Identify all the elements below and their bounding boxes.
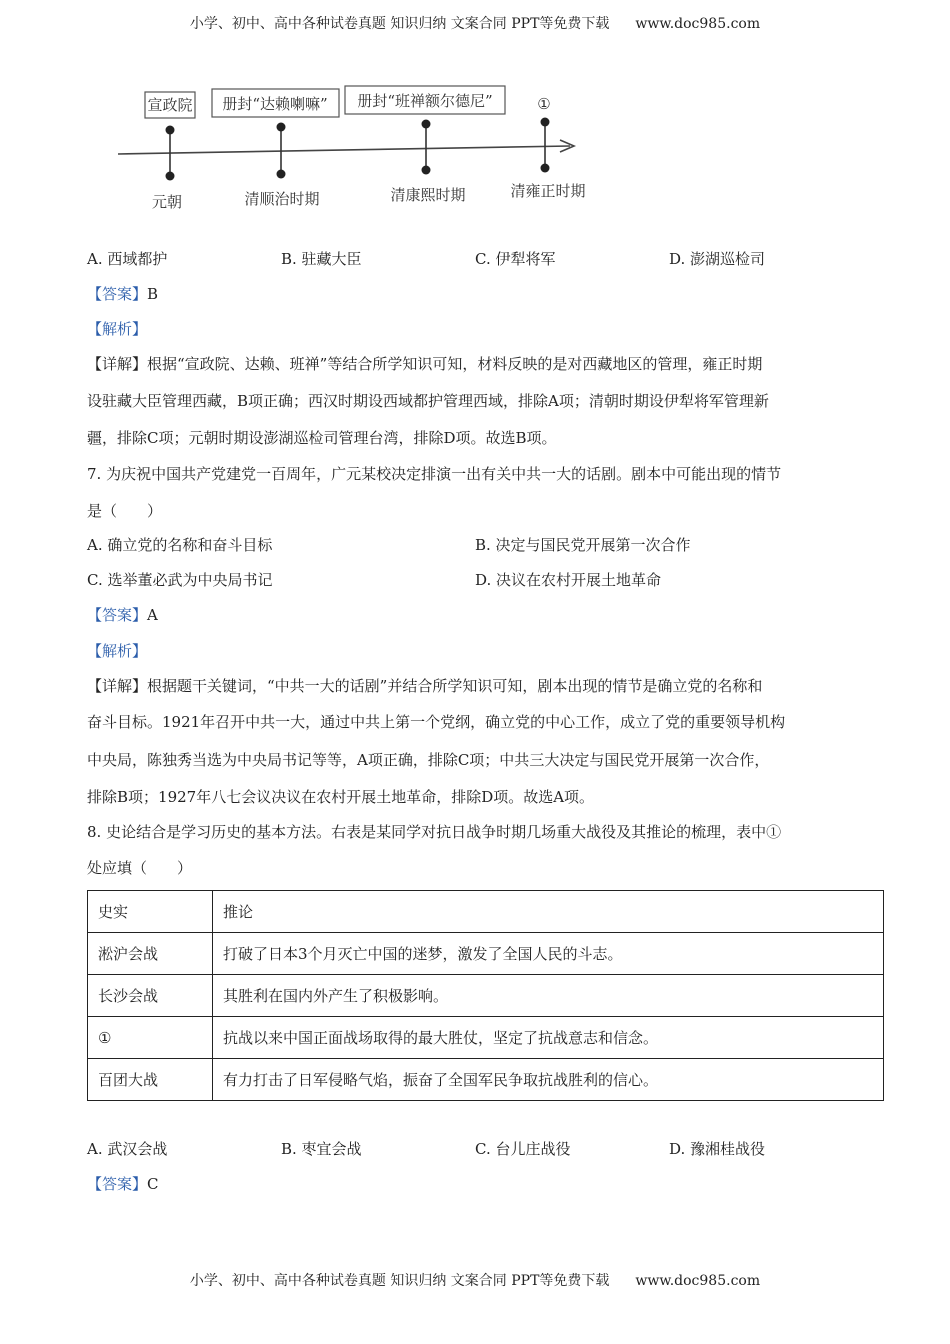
header-url[interactable]: www.doc985.com <box>635 16 761 32</box>
q7-detail-line-4: 排除B项；1927年八七会议决议在农村开展土地革命，排除D项。故选A项。 <box>87 788 595 806</box>
q6-answer <box>87 284 158 304</box>
q7-answer-value: A <box>147 606 158 624</box>
timeline-axis <box>118 146 570 154</box>
q7-stem-line-1: 7. 为庆祝中国共产党建党一百周年，广元某校决定排演一出有关中共一大的话剧。剧本中可能出现的情节 <box>87 465 782 483</box>
table-header-cell: 史实 <box>88 891 213 933</box>
q8-option-b: B. 枣宜会战 <box>281 1140 362 1158</box>
table-header-cell: 推论 <box>213 891 884 933</box>
timeline-era-2: 清顺治时期 <box>244 190 320 208</box>
timeline-era-1: 元朝 <box>151 193 183 211</box>
table-cell: 有力打击了日军侵略气焰，振奋了全国军民争取抗战胜利的信心。 <box>213 1059 884 1101</box>
table-cell: 淞沪会战 <box>88 933 213 975</box>
table-row <box>88 1059 884 1101</box>
page-header <box>0 13 950 33</box>
q6-detail-line-2: 设驻藏大臣管理西藏，B项正确；西汉时期设西域都护管理西域，排除A项；清朝时期设伊犁将军管理新 <box>87 392 769 410</box>
q8-option-d: D. 豫湘桂战役 <box>669 1140 766 1158</box>
header-text: 小学、初中、高中各种试卷真题 知识归纳 文案合同 PPT等免费下载 <box>189 16 610 32</box>
q8-answer-tag: 【答案】 <box>87 1175 148 1193</box>
table-cell: 其胜利在国内外产生了积极影响。 <box>213 975 884 1017</box>
q7-option-a: A. 确立党的名称和奋斗目标 <box>87 536 273 554</box>
timeline-box-label-4: ① <box>537 95 551 113</box>
q8-option-c: C. 台儿庄战役 <box>475 1140 571 1158</box>
q7-option-d: D. 决议在农村开展土地革命 <box>475 571 662 589</box>
q8-stem-line-2: 处应填（ ） <box>87 859 193 877</box>
q7-detail-line-1 <box>87 676 762 696</box>
q6-analysis-tag: 【解析】 <box>87 320 148 338</box>
q7-answer <box>87 605 158 625</box>
timeline-era-3: 清康熙时期 <box>390 186 466 204</box>
timeline-dot-4b <box>541 164 550 173</box>
timeline-dot-4a <box>541 118 550 127</box>
table-header-row <box>88 891 884 933</box>
q7-option-c: C. 选举董必武为中央局书记 <box>87 571 273 589</box>
q7-detail-text-1: 根据题干关键词，“中共一大的话剧”并结合所学知识可知，剧本出现的情节是确立党的名称和 <box>147 677 763 695</box>
footer-url[interactable]: www.doc985.com <box>635 1273 761 1289</box>
table-cell: ① <box>88 1017 213 1059</box>
table-cell: 抗战以来中国正面战场取得的最大胜仗，坚定了抗战意志和信念。 <box>213 1017 884 1059</box>
timeline-dot-2a <box>277 123 286 132</box>
table-row <box>88 933 884 975</box>
q7-detail-tag: 【详解】 <box>87 677 148 695</box>
q7-detail-line-2: 奋斗目标。1921年召开中共一大，通过中共上第一个党纲，确立党的中心工作，成立了党的重要领导机构 <box>87 713 786 731</box>
table-cell: 打破了日本3个月灭亡中国的迷梦，激发了全国人民的斗志。 <box>213 933 884 975</box>
table-row <box>88 975 884 1017</box>
q8-table <box>87 890 884 1101</box>
timeline-dot-3b <box>422 166 431 175</box>
q6-detail-text-1: 根据“宣政院、达赖、班禅”等结合所学知识可知，材料反映的是对西藏地区的管理，雍正时期 <box>147 355 763 373</box>
q6-answer-tag: 【答案】 <box>87 285 148 303</box>
q7-answer-tag: 【答案】 <box>87 606 148 624</box>
q6-detail-tag: 【详解】 <box>87 355 148 373</box>
page-footer <box>0 1270 950 1290</box>
q7-analysis-tag: 【解析】 <box>87 642 148 660</box>
q7-detail-line-3: 中央局，陈独秀当选为中央局书记等等，A项正确，排除C项；中共三大决定与国民党开展第一次合作， <box>87 751 770 769</box>
timeline-dot-3a <box>422 120 431 129</box>
q6-detail-line-3: 疆，排除C项；元朝时期设澎湖巡检司管理台湾，排除D项。故选B项。 <box>87 429 557 447</box>
timeline-box-label-2: 册封“达赖喇嘛” <box>222 95 328 113</box>
q8-option-a: A. 武汉会战 <box>87 1140 168 1158</box>
q8-stem-line-1: 8. 史论结合是学习历史的基本方法。右表是某同学对抗日战争时期几场重大战役及其推论的梳理，表中① <box>87 823 782 841</box>
timeline-box-label-3: 册封“班禅额尔德尼” <box>357 92 493 110</box>
q7-option-b: B. 决定与国民党开展第一次合作 <box>475 536 691 554</box>
timeline-box-label-1: 宣政院 <box>147 96 193 114</box>
q6-detail-line-1 <box>87 354 762 374</box>
timeline-dot-1b <box>166 172 175 181</box>
q6-option-b: B. 驻藏大臣 <box>281 250 362 268</box>
table-cell: 长沙会战 <box>88 975 213 1017</box>
q8-answer-value: C <box>147 1175 159 1193</box>
q6-answer-value: B <box>147 285 159 303</box>
footer-text: 小学、初中、高中各种试卷真题 知识归纳 文案合同 PPT等免费下载 <box>189 1273 610 1289</box>
timeline-dot-1a <box>166 126 175 135</box>
q8-answer <box>87 1174 159 1194</box>
timeline-era-4: 清雍正时期 <box>510 182 586 200</box>
timeline-figure <box>108 82 588 214</box>
table-cell: 百团大战 <box>88 1059 213 1101</box>
table-row <box>88 1017 884 1059</box>
timeline-dot-2b <box>277 170 286 179</box>
q6-option-c: C. 伊犁将军 <box>475 250 556 268</box>
q6-option-a: A. 西域都护 <box>87 250 168 268</box>
q7-stem-line-2: 是（ ） <box>87 502 163 520</box>
q6-option-d: D. 澎湖巡检司 <box>669 250 766 268</box>
